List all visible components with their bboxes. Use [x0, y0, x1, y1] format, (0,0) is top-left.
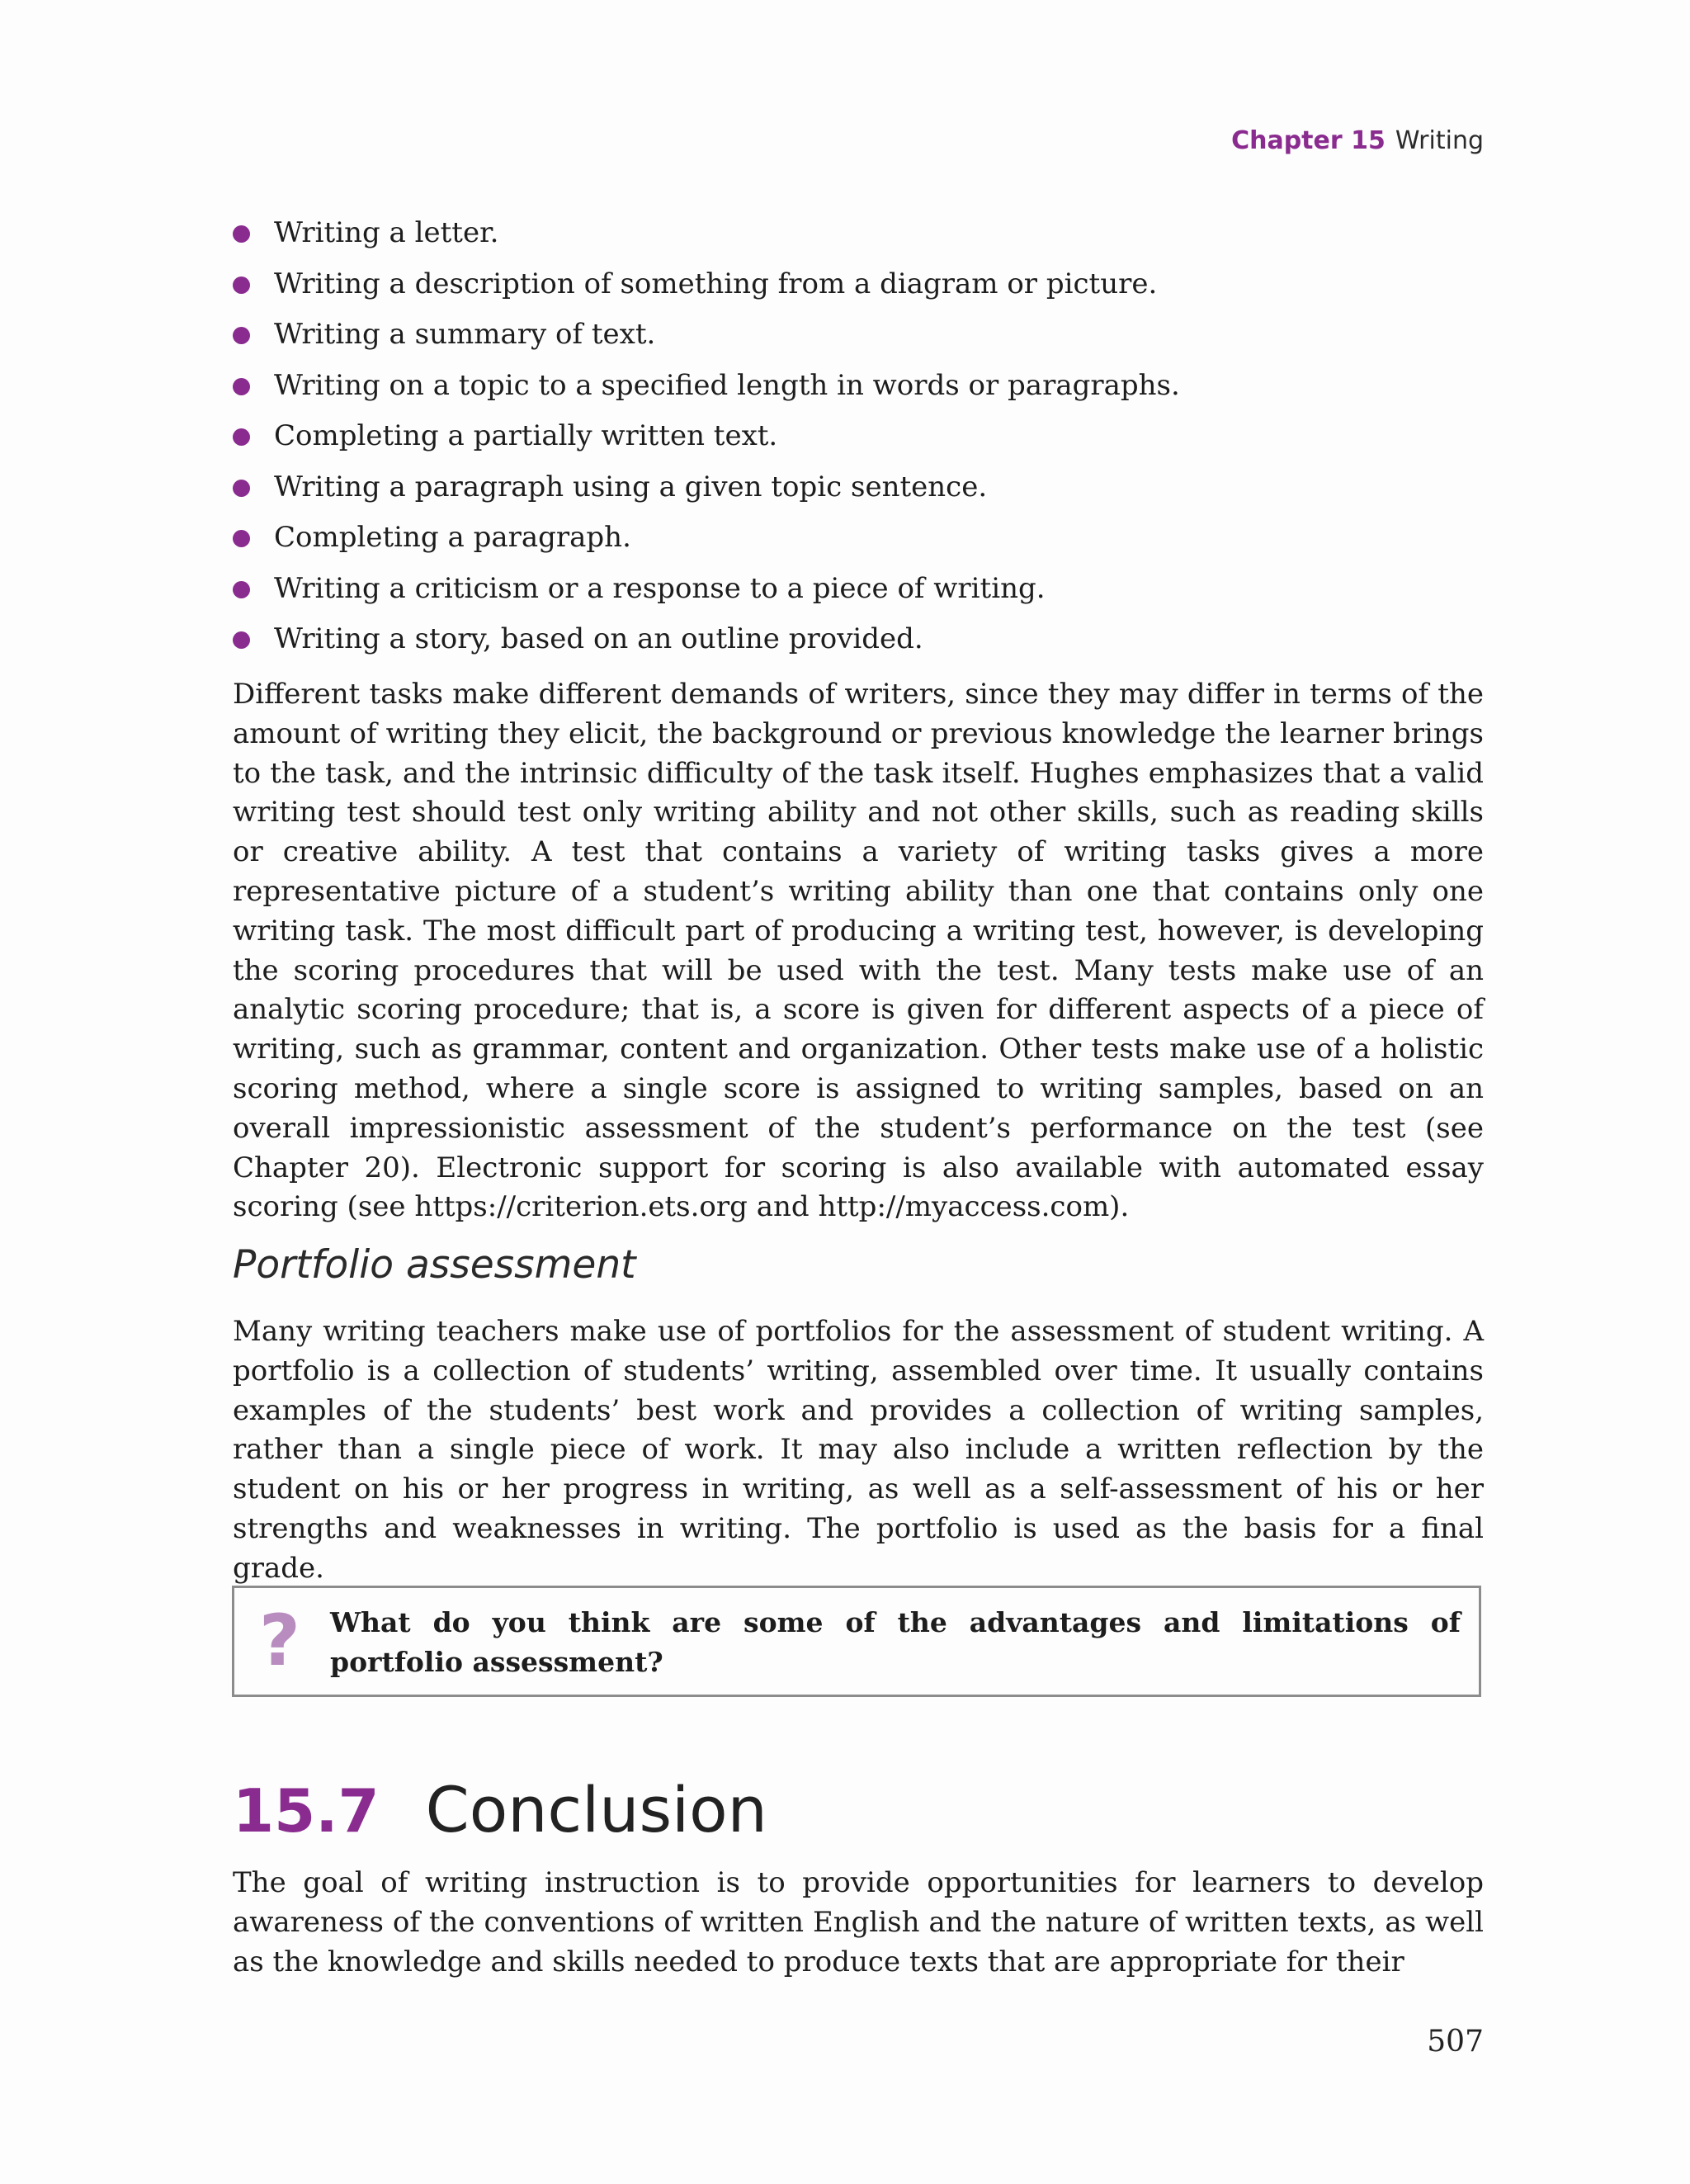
- list-item: [233, 462, 1484, 513]
- list-item: [233, 614, 1484, 665]
- question-text: What do you think are some of the advantages and limitations of portfolio assessment?: [330, 1606, 1461, 1678]
- portfolio-heading: Portfolio assessment: [233, 1242, 636, 1288]
- list-item: [233, 361, 1484, 412]
- bullet-dot-icon: [233, 631, 250, 649]
- tasks-paragraph: Different tasks make different demands of writers, since they may differ in terms of the amount of writing they elicit, the background or previous knowledge the learner brings to the task, and the intrinsic difficulty of the task itself. Hughes emphasizes that a valid writing test should test only writing ability and not other skills, such as reading skills or creative ability. A test that contains a variety of writing tasks gives a more representative picture of a student’s writing ability than one that contains only one writing task. The most difficult part of producing a writing test, however, is developing the scoring procedures that will be used with the test. Many tests make use of an analytic scoring procedure; that is, a score is given for different aspects of a piece of writing, such as grammar, content and organization. Other tests make use of a holistic scoring method, where a single score is assigned to writing samples, based on an overall impressionistic assessment of the student’s performance on the test (see Chapter 20). Electronic support for scoring is also available with automated essay scoring (see https://criterion.ets.org and http://myaccess.com).: [233, 678, 1484, 1224]
- section-number: 15.7: [233, 1776, 380, 1846]
- bullet-dot-icon: [233, 581, 250, 598]
- conclusion-paragraph: The goal of writing instruction is to provide opportunities for learners to develop awareness of the conventions of written English and the nature of written texts, as well as the knowledge and skills needed to produce texts that are appropriate for their: [233, 1866, 1484, 1978]
- list-item: [233, 564, 1484, 615]
- portfolio-paragraph: Many writing teachers make use of portfolios for the assessment of student writing. A portfolio is a collection of students’ writing, assembled over time. It usually contains examples of the students’ best work and provides a collection of writing samples, rather than a single piece of work. It may also include a written reflection by the student on his or her progress in writing, as well as a self-assessment of his or her strengths and weaknesses in writing. The portfolio is used as the basis for a final grade.: [233, 1315, 1484, 1585]
- bullet-dot-icon: [233, 225, 250, 243]
- chapter-label: Chapter 15: [1231, 126, 1386, 155]
- list-item-text: Writing a criticism or a response to a piece of writing.: [274, 571, 1046, 605]
- question-box: [232, 1586, 1481, 1697]
- section-heading: [233, 1773, 767, 1855]
- list-item: [233, 310, 1484, 361]
- list-item-text: Writing a story, based on an outline provided.: [274, 622, 923, 655]
- section-title: Conclusion: [425, 1773, 767, 1846]
- list-item-text: Writing a paragraph using a given topic sentence.: [274, 470, 988, 503]
- list-item: [233, 411, 1484, 462]
- list-item-text: Writing a summary of text.: [274, 318, 656, 351]
- question-mark-icon: ?: [259, 1600, 300, 1682]
- writing-task-list: [233, 208, 1484, 665]
- list-item-text: Writing a letter.: [274, 216, 499, 249]
- bullet-dot-icon: [233, 480, 250, 497]
- list-item-text: Writing a description of something from a diagram or picture.: [274, 267, 1158, 300]
- list-item: [233, 513, 1484, 564]
- list-item: [233, 208, 1484, 259]
- bullet-dot-icon: [233, 277, 250, 294]
- bullet-dot-icon: [233, 378, 250, 395]
- running-head: [1231, 126, 1484, 155]
- page-number: 507: [1427, 2025, 1484, 2059]
- list-item-text: Completing a partially written text.: [274, 419, 778, 452]
- chapter-title: Writing: [1395, 126, 1484, 155]
- bullet-dot-icon: [233, 428, 250, 446]
- list-item: [233, 259, 1484, 310]
- bullet-dot-icon: [233, 327, 250, 344]
- list-item-text: Completing a paragraph.: [274, 521, 631, 554]
- bullet-dot-icon: [233, 530, 250, 547]
- list-item-text: Writing on a topic to a specified length in words or paragraphs.: [274, 368, 1180, 402]
